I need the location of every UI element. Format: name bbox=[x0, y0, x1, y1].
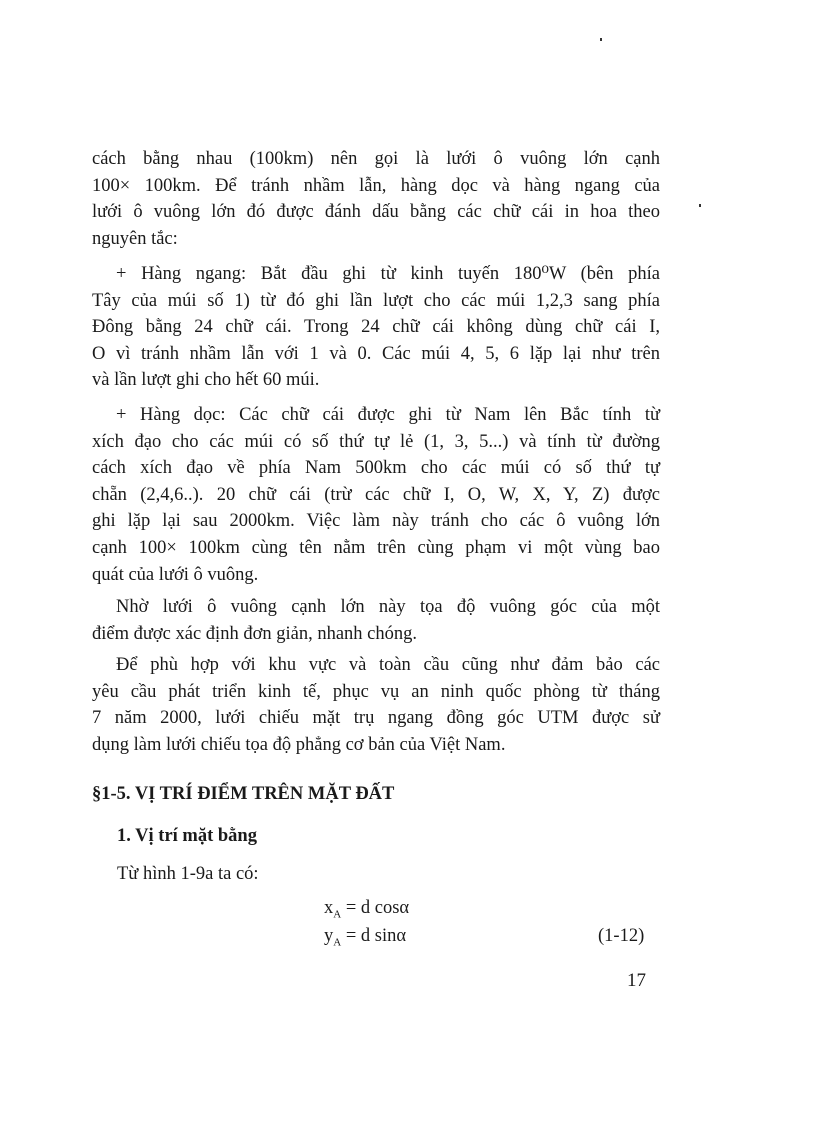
text-line: Tây của múi số 1) từ đó ghi lần lượt cho các múi 1,2,3 sang phía bbox=[92, 290, 660, 311]
paragraph-vertical-rows bbox=[92, 402, 660, 588]
intro-text: Từ hình 1-9a ta có: bbox=[117, 864, 259, 884]
section-heading: §1-5. VỊ TRÍ ĐIỂM TRÊN MẶT ĐẤT bbox=[92, 784, 395, 804]
equation-number: (1-12) bbox=[598, 926, 645, 946]
subsection-heading: 1. Vị trí mặt bằng bbox=[117, 826, 257, 846]
text-line: và lần lượt ghi cho hết 60 múi. bbox=[92, 370, 320, 391]
text-line: nguyên tắc: bbox=[92, 228, 178, 249]
formula-rhs: = d cosα bbox=[345, 898, 410, 918]
page-number: 17 bbox=[627, 970, 646, 991]
formula-rhs: = d sinα bbox=[345, 926, 407, 946]
formula-variable: x bbox=[324, 898, 334, 918]
formula-subscript: A bbox=[333, 908, 342, 921]
text-line: xích đạo cho các múi có số thứ tự lẻ (1, 3, 5...) và tính từ đường bbox=[92, 431, 660, 452]
text-line: + Hàng ngang: Bắt đầu ghi từ kinh tuyến 180⁰W (bên phía bbox=[116, 264, 660, 284]
paragraph-grid-description bbox=[92, 146, 660, 252]
text-line: lưới ô vuông lớn đó được đánh dấu bằng các chữ cái in hoa theo bbox=[92, 202, 660, 223]
formula-x bbox=[324, 898, 409, 921]
scan-speck bbox=[699, 204, 701, 207]
text-line: chẵn (2,4,6..). 20 chữ cái (trừ các chữ I, O, W, X, Y, Z) được bbox=[92, 484, 660, 505]
formula-y bbox=[324, 926, 406, 949]
text-line: cách bằng nhau (100km) nên gọi là lưới ô vuông lớn cạnh bbox=[92, 149, 660, 169]
formula-variable: y bbox=[324, 926, 334, 946]
text-line: + Hàng dọc: Các chữ cái được ghi từ Nam lên Bắc tính từ bbox=[116, 405, 660, 425]
paragraph-utm-adoption bbox=[92, 652, 660, 758]
text-line: Đông bằng 24 chữ cái. Trong 24 chữ cái không dùng chữ cái I, bbox=[92, 317, 660, 338]
text-line: Nhờ lưới ô vuông cạnh lớn này tọa độ vuông góc của một bbox=[116, 597, 660, 617]
text-line: điểm được xác định đơn giản, nhanh chóng. bbox=[92, 623, 418, 644]
text-line: 100× 100km. Để tránh nhầm lẫn, hàng dọc và hàng ngang của bbox=[92, 175, 660, 196]
scan-speck bbox=[600, 38, 602, 41]
text-line: ghi lặp lại sau 2000km. Việc làm này tránh cho các ô vuông lớn bbox=[92, 511, 660, 532]
text-line: 7 năm 2000, lưới chiếu mặt trụ ngang đồng góc UTM được sử bbox=[92, 708, 660, 729]
paragraph-grid-benefit bbox=[92, 594, 660, 647]
text-line: O vì tránh nhầm lẫn với 1 và 0. Các múi 4, 5, 6 lặp lại như trên bbox=[92, 343, 660, 364]
text-line: dụng làm lưới chiếu tọa độ phẳng cơ bản của Việt Nam. bbox=[92, 734, 506, 755]
text-line: yêu cầu phát triển kinh tế, phục vụ an ninh quốc phòng từ tháng bbox=[92, 681, 660, 702]
text-line: cạnh 100× 100km cùng tên nằm trên cùng phạm vi một vùng bao bbox=[92, 537, 660, 558]
text-line: quát của lưới ô vuông. bbox=[92, 564, 259, 585]
text-line: cách xích đạo về phía Nam 500km cho các múi có số thứ tự bbox=[92, 458, 660, 479]
paragraph-horizontal-rows bbox=[92, 261, 660, 394]
formula-subscript: A bbox=[333, 936, 342, 949]
text-line: Để phù hợp với khu vực và toàn cầu cũng như đảm bảo các bbox=[116, 655, 660, 675]
